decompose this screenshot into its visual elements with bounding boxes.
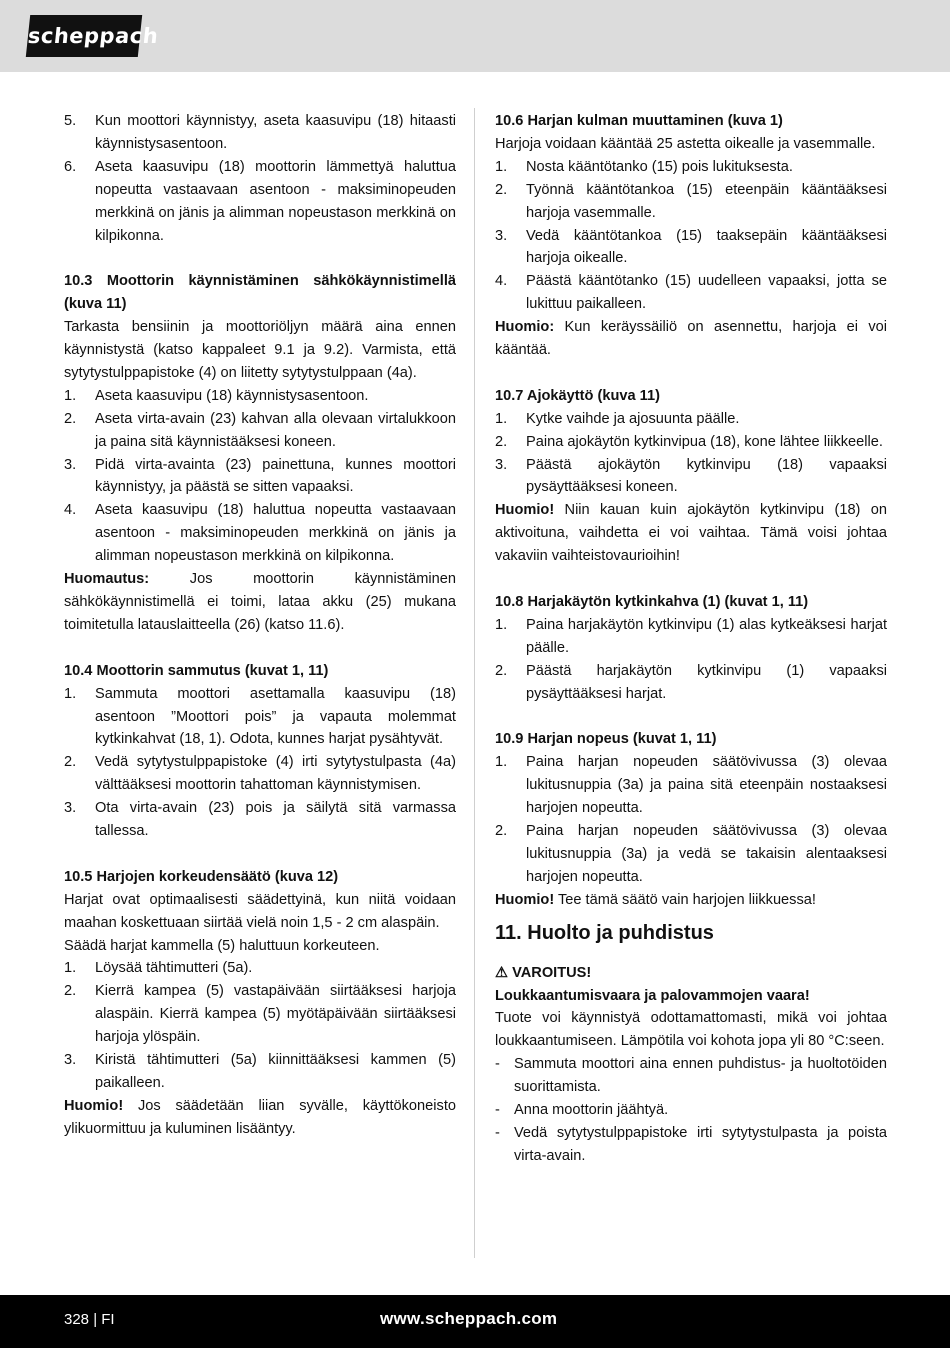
list-item: 2. Työnnä kääntötankoa (15) eteenpäin kääntääksesi harjoja vasemmalle. (495, 181, 887, 221)
list-item: 3. Pidä virta-avainta (23) painettuna, kunnes moottori käynnistyy, ja päästä se sitten vapaaksi. (64, 456, 456, 496)
warning-subtitle: Loukkaantumisvaara ja palovammojen vaara! (495, 987, 810, 1004)
list-item: 2. Paina harjan nopeuden säätövivussa (3) olevaa lukitusnuppia (3a) ja vedä se takaisin alentaaksesi harjojen nopeutta. (495, 823, 887, 885)
note: Huomio! Tee tämä säätö vain harjojen liikkuessa! (495, 891, 816, 908)
list-item: 3. Ota virta-avain (23) pois ja säilytä sitä varmassa tallessa. (64, 800, 456, 840)
list-item: 1. Paina harjakäytön kytkinvipu (1) alas kytkeäksesi harjat päälle. (495, 616, 887, 656)
section-heading-10-6: 10.6 Harjan kulman muuttaminen (kuva 1) (495, 113, 783, 129)
list-item: 6. Aseta kaasuvipu (18) moottorin lämmettyä haluttua nopeutta vastaavaan asentoon - maksiminopeuden merkkinä on jänis ja alimman nopeustason merkkinä on kilpikonna. (64, 158, 456, 244)
list-item: 1. Löysää tähtimutteri (5a). (64, 960, 253, 977)
section-heading-10-4: 10.4 Moottorin sammutus (kuvat 1, 11) (64, 662, 329, 679)
list-item: 3. Kiristä tähtimutteri (5a) kiinnittääksesi kammen (5) paikalleen. (64, 1052, 456, 1092)
section-intro: Tarkasta bensiinin ja moottoriöljyn määrä aina ennen käynnistystä (katso kappaleet 9.1 ja 9.2). Varmista, että sytytystulppapistoke (4) on liitetty sytytystulppaan (4a). (64, 319, 456, 381)
list-item: 1. Kytke vaihde ja ajosuunta päälle. (495, 410, 740, 427)
website-link[interactable]: www.scheppach.com (380, 1309, 558, 1328)
scheppach-logo: scheppach (26, 15, 142, 57)
page-header (0, 0, 950, 72)
section-intro: Harjoja voidaan kääntää 25 astetta oikealle ja vasemmalle. (495, 135, 876, 152)
list-item: 3. Vedä kääntötankoa (15) taaksepäin kääntääksesi harjoja oikealle. (495, 227, 887, 267)
section-heading-10-9: 10.9 Harjan nopeus (kuvat 1, 11) (495, 731, 717, 748)
section-heading-10-7: 10.7 Ajokäyttö (kuva 11) (495, 387, 660, 404)
list-item: 2. Vedä sytytystulppapistoke (4) irti sytytystulpasta (4a) välttääksesi moottorin tahattoman käynnistymisen. (64, 754, 456, 794)
list-item: 1. Nosta kääntötanko (15) pois lukituksesta. (495, 158, 793, 175)
left-column (64, 110, 456, 1141)
note: Huomautus: Jos moottorin käynnistäminen sähkökäynnistimellä ei toimi, lataa akku (25) mukana toimitetulla latauslaitteella (26) (katso 11.6). (64, 571, 456, 633)
list-item: 1. Sammuta moottori asettamalla kaasuvipu (18) asentoon ”Moottori pois” ja vapauta molemmat kytkinkahvat (18, 1). Odota, kunnes harjat pysähtyvät. (64, 685, 456, 748)
warning-text: Tuote voi käynnistyä odottamattomasti, mikä voi johtaa loukkaantumiseen. Lämpötila voi kohota jopa yli 80 °C:seen. (495, 1010, 887, 1050)
list-item: 1. Aseta kaasuvipu (18) käynnistysasentoon. (64, 387, 369, 404)
list-item: 2. Päästä harjakäytön kytkinvipu (1) vapaaksi pysäyttääksesi harjat. (495, 662, 887, 702)
list-item: 5. Kun moottori käynnistyy, aseta kaasuvipu (18) hitaasti käynnistysasentoon. (64, 113, 456, 152)
dash-item: - Sammuta moottori aina ennen puhdistus- ja huoltotöiden suorittamista. (495, 1056, 887, 1096)
note: Huomio: Kun keräyssäiliö on asennettu, harjoja ei voi kääntää. (495, 319, 887, 359)
page-footer (0, 1295, 950, 1348)
list-item: 3. Päästä ajokäytön kytkinvipu (18) vapaaksi pysäyttääksesi koneen. (495, 456, 887, 496)
right-column (495, 110, 887, 1168)
dash-item: - Anna moottorin jäähtyä. (495, 1102, 669, 1119)
dash-item: - Vedä sytytystulppapistoke irti sytytystulpasta ja poista virta-avain. (495, 1125, 887, 1164)
list-item: 2. Kierrä kampea (5) vastapäivään siirtääksesi harjoja alaspäin. Kierrä kampea (5) myötäpäivään siirtääksesi harjoja ylöspäin. (64, 983, 456, 1046)
list-item: 2. Paina ajokäytön kytkinvipua (18), kone lähtee liikkeelle. (495, 433, 883, 450)
list-item: 4. Aseta kaasuvipu (18) haluttua nopeutta vastaavaan asentoon - maksiminopeuden merkkinä on jänis ja alimman nopeustason merkkinä on kilpikonna. (64, 502, 456, 565)
note: Huomio! Niin kauan kuin ajokäytön kytkinvipu (18) on aktivoituna, vaihdetta ei voi vaihtaa. Tämä voisi johtaa vakaviin vaihteistovaurioihin! (495, 502, 887, 565)
column-divider (474, 108, 475, 1258)
warning-title: ⚠ VAROITUS! (495, 962, 887, 985)
section-heading-10-3: 10.3 Moottorin käynnistäminen sähkökäynnistimellä (kuva 11) (64, 273, 456, 313)
section-intro: Harjat ovat optimaalisesti säädettyinä, kun niitä voidaan maahan koskettuaan siirtää vielä noin 1,5 - 2 cm alaspäin. (64, 891, 456, 931)
list-item: 1. Paina harjan nopeuden säätövivussa (3) olevaa lukitusnuppia (3a) ja paina sitä eteenpäin nostaaksesi harjojen nopeutta. (495, 754, 887, 817)
section-heading-10-5: 10.5 Harjojen korkeudensäätö (kuva 12) (64, 868, 339, 885)
list-item: 2. Aseta virta-avain (23) kahvan alla olevaan virtalukkoon ja paina sitä käynnistääksesi koneen. (64, 410, 456, 450)
page-number: 328 | FI (64, 1311, 115, 1328)
section-intro: Säädä harjat kammella (5) haluttuun korkeuteen. (64, 937, 380, 954)
warning-triangle-icon: ⚠ (495, 964, 509, 981)
chapter-heading-11: 11. Huolto ja puhdistus (495, 921, 714, 944)
section-heading-10-8: 10.8 Harjakäytön kytkinkahva (1) (kuvat 1, 11) (495, 594, 809, 610)
list-item: 4. Päästä kääntötanko (15) uudelleen vapaaksi, jotta se lukittuu paikalleen. (495, 273, 887, 313)
note: Huomio! Jos säädetään liian syvälle, käyttökoneisto ylikuormittuu ja kuluminen lisääntyy. (64, 1097, 456, 1137)
